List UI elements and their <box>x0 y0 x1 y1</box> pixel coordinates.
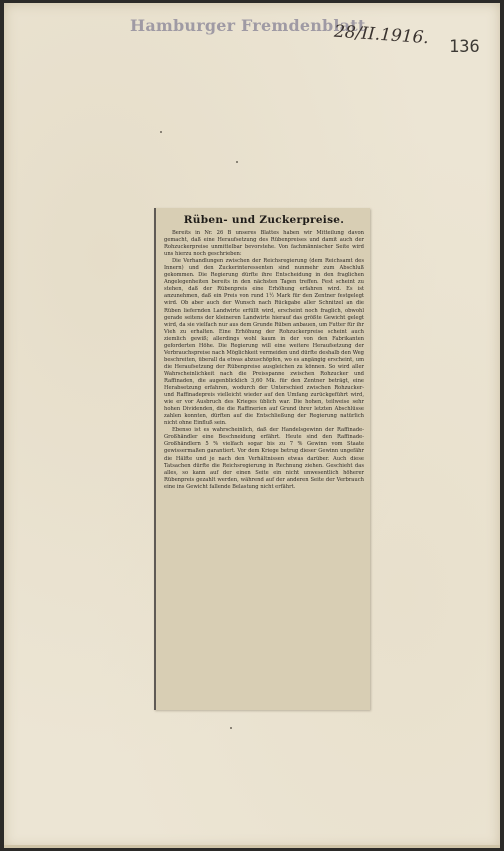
paper-speck <box>230 727 232 729</box>
page-number: 136 <box>449 37 480 57</box>
article-paragraph: Bereits in Nr. 26 B unseres Blattes haben wir Mitteilung davon gemacht, daß eine Heraufsetzung des Rübenpreises und damit auch der Rohzuckerpreise unmittelbar bevorstehe. Von fachmännischer Seite wird uns hierzu noch geschrieben: <box>164 230 364 258</box>
article-title: Rüben- und Zuckerpreise. <box>183 214 345 226</box>
article-paragraph: Ebenso ist es wahrscheinlich, daß der Handelsgewinn der Raffinade-Großhändler eine Beschneidung erfährt. Heute sind den Raffinade-Großhändlern 5 % vielfach sogar bis zu 7 % Gewinn vom Staate gewissermaßen garantiert. Vor dem Kriege betrug dieser Gewinn ungefähr die Hälfte und je nach den Verhältnissen etwas darüber. Auch diese Tatsachen dürfte die Reichsregierung in Rechnung ziehen. Geschieht das alles, so kann auf der einen Seite ein nicht unwesentlich höherer Rübenpreis gezahlt werden, während auf der anderen Seite der Verbrauch eine ins Gewicht fallende Belastung nicht erfährt. <box>164 427 364 490</box>
newspaper-stamp: Hamburger Fremdenblatt <box>130 16 366 35</box>
archive-sheet <box>4 3 500 848</box>
handwritten-date: 28/II.1916. <box>333 21 430 49</box>
article-paragraph: Die Verhandlungen zwischen der Reichsregierung (dem Reichsamt des Innern) und den Zuckerinteressenten sind nunmehr zum Abschluß gekommen. Die Regierung dürfte ihre Entscheidung in den fraglichen Angelegenheiten bereits in den nächsten Tagen treffen. Fest scheint zu stehen, daß der Rübenpreis eine Erhöhung erfahren wird. Es ist anzunehmen, daß ein Preis von rund 1½ Mark für den Zentner festgelegt wird. Ob aber auch der Wunsch nach Rückgabe aller Schnitzel an die Rüben liefernden Landwirte erfüllt wird, erscheint noch fraglich, obwohl gerade seitens der kleineren Landwirte hierauf das größte Gewicht gelegt wird, da sie vielfach nur aus dem Grunde Rüben anbauen, um Futter für ihr Vieh zu erhalten. Eine Erhöhung der Rohzuckerpreise scheint auch ziemlich gewiß; allerdings wohl kaum in der von den Fabrikanten geforderten Höhe. Die Regierung will eine weitere Heraufsetzung der Verbrauchspreise nach Möglichkeit vermeiden und dürfte deshalb den Weg beschreiten, überall da etwas abzuschöpfen, wo es angängig erscheint, um die Heraufsetzung der Rübenpreise ausgleichen zu können. So wird aller Wahrscheinlichkeit nach die Preisspanne zwischen Rohzucker und Raffinaden, die augenblicklich 3,60 Mk. für den Zentner beträgt, eine Herabsetzung erfahren, wodurch der Unterschied zwischen Rohzucker- und Raffinadepreis vielleicht wieder auf den Umfang zurückgeführt wird, wie er vor Ausbruch des Krieges üblich war. Die hohen, teilweise sehr hohen Dividenden, die die Raffinerien auf Grund ihrer letzten Abschlüsse zahlen konnten, dürften auf die Entschließung der Regierung natürlich nicht ohne Einfluß sein. <box>164 258 364 427</box>
paper-speck <box>236 161 238 163</box>
sheet-bottom-edge <box>4 845 500 848</box>
paper-speck <box>160 131 162 133</box>
newspaper-clipping <box>154 208 370 710</box>
